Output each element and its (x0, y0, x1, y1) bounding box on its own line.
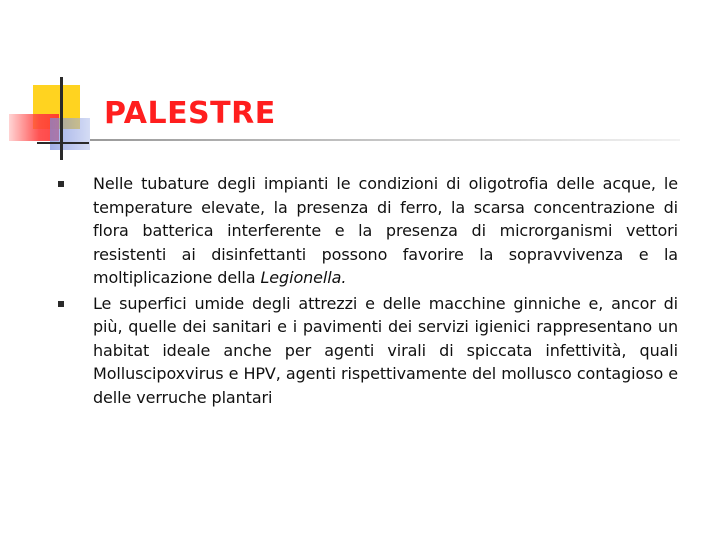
bullet-text: Le superfici umide degli attrezzi e delle macchine ginniche e, ancor di più, quelle dei sanitari e i pavimenti dei servizi igienici rappresentano un habitat ideale anche per agenti virali di spiccata infettività, quali Molluscipoxvirus e HPV, agenti rispettivamente del mollusco contagioso e delle verruche plantari (93, 293, 678, 407)
list-item (58, 172, 678, 290)
legionella-term: Legionella. (260, 268, 347, 287)
slide-title: PALESTRE (104, 96, 276, 131)
bullet-list (58, 172, 678, 409)
bullet-body: Nelle tubature degli impianti le condizioni di oligotrofia delle acque, le temperature elevate, la presenza di ferro, la scarsa concentrazione di flora batterica interferente e la presenza di microrganismi vettori resistenti ai disinfettanti possono favorire la sopravvivenza e la moltiplicazione della (93, 174, 678, 287)
title-underline (90, 139, 680, 141)
logo-vertical-line (60, 77, 63, 160)
square-bullet-icon (58, 181, 64, 187)
logo-horizontal-line (37, 142, 89, 144)
list-item (58, 292, 678, 410)
bullet-text (93, 172, 678, 290)
logo-blue-square (50, 118, 90, 150)
square-bullet-icon (58, 301, 64, 307)
